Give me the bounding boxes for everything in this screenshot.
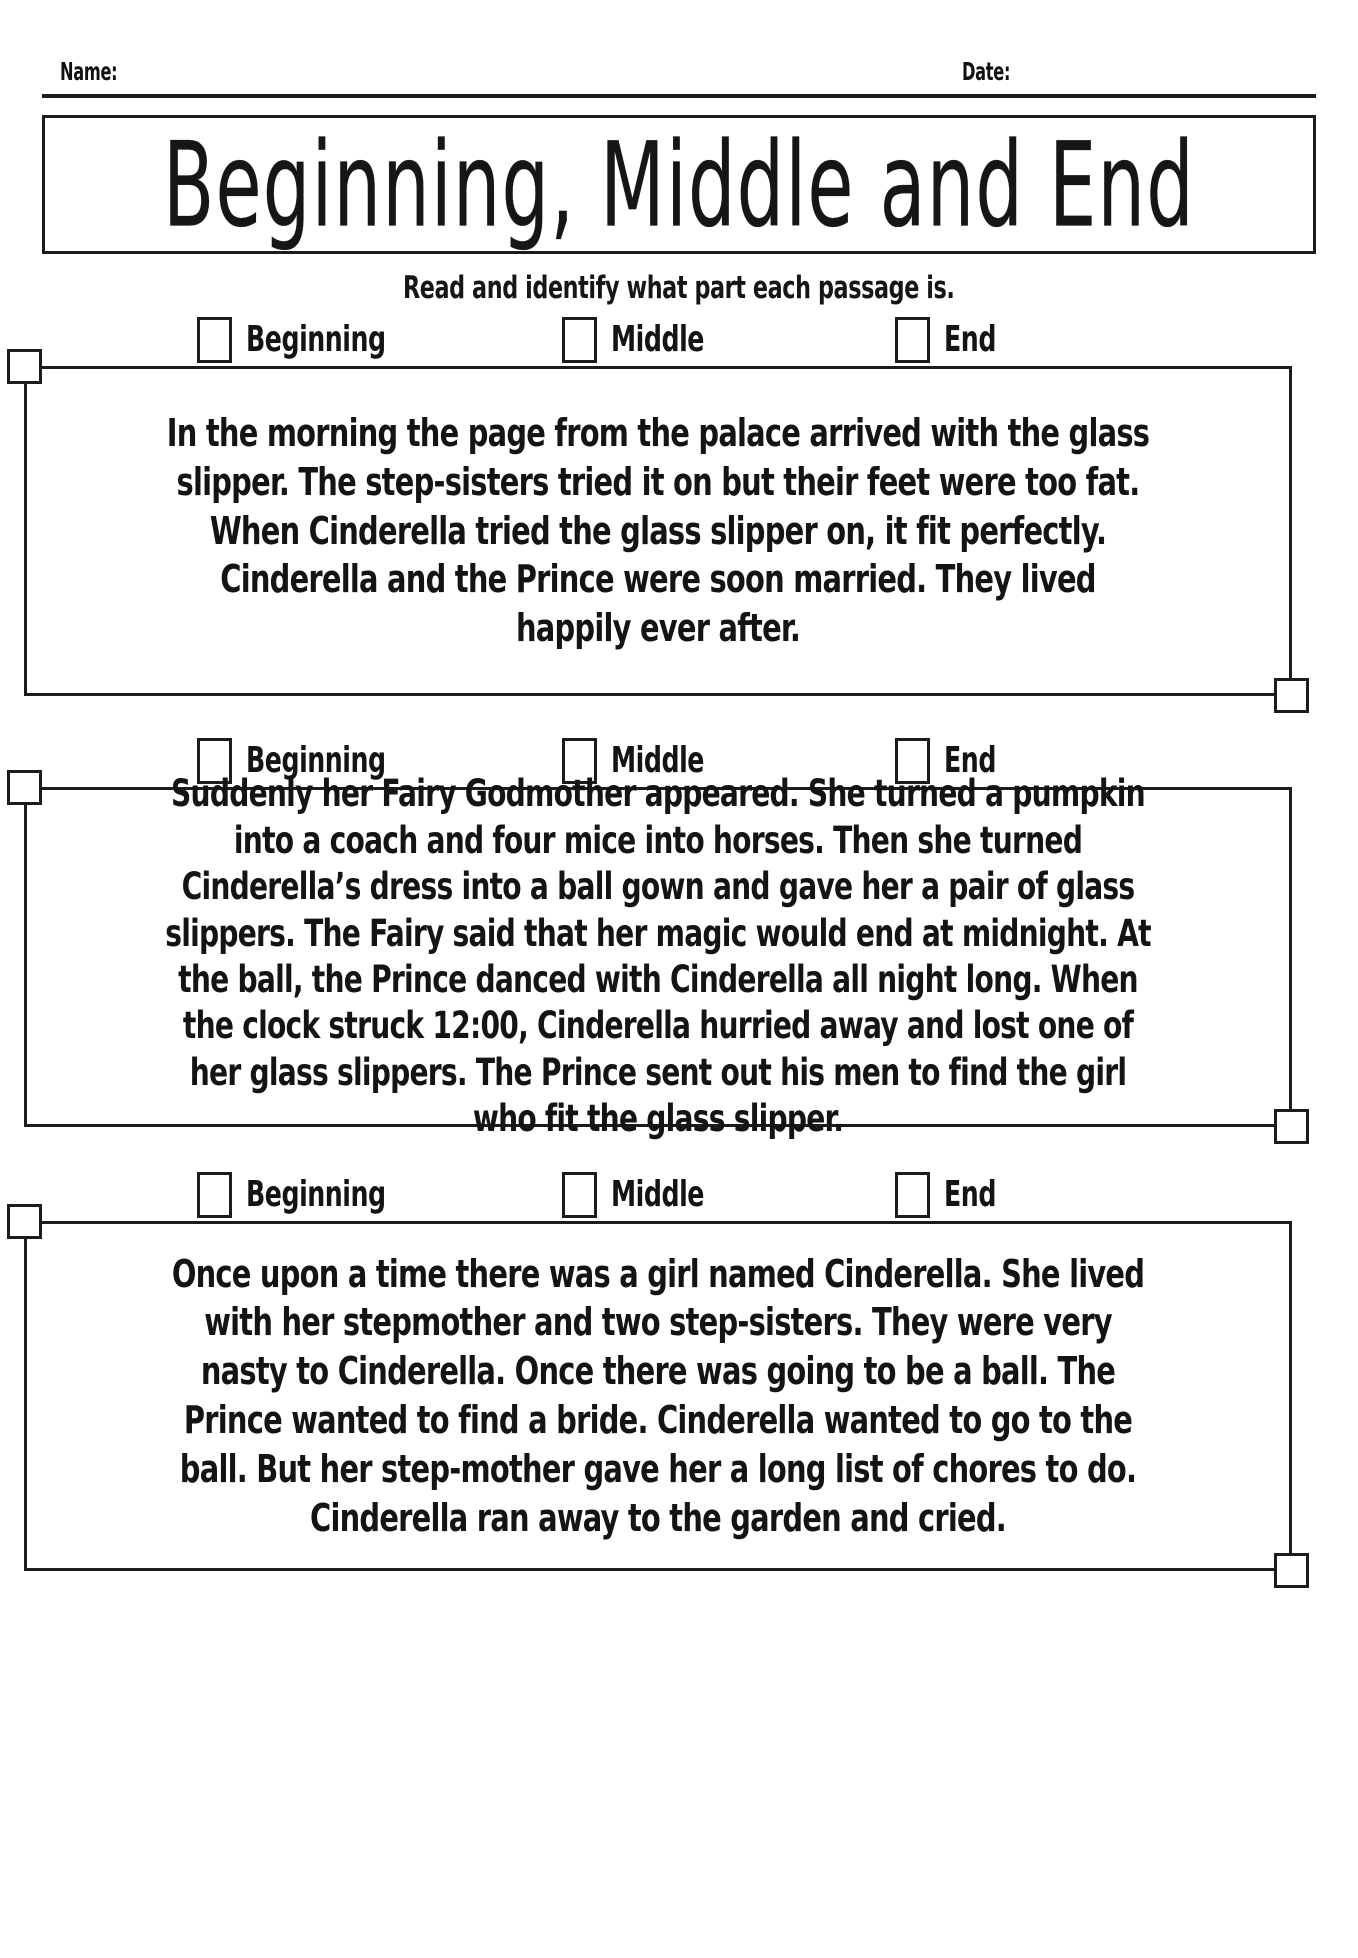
passage-text-3: Once upon a time there was a girl named Cinderella. She lived with her stepmother and two step-sisters. They were very nasty to Cinderella. Once there was going to be a ball. The Prince wanted to find a bride. Cinderella wanted to go to the ball. But her step-mother gave her a long list of chores to do. Cinderella ran away to the garden and cried. <box>171 1251 1145 1540</box>
page-title: Beginning, Middle and End <box>163 116 1195 253</box>
choice-middle-3[interactable] <box>562 1169 730 1221</box>
checkbox-beginning-3[interactable] <box>197 1172 232 1218</box>
choice-label-end-1: End <box>944 319 996 360</box>
choice-label-middle-2: Middle <box>611 740 704 781</box>
passage-box-3 <box>24 1221 1292 1571</box>
checkbox-middle-3[interactable] <box>562 1172 597 1218</box>
passage-text-1: In the morning the page from the palace arrived with the glass slipper. The step-sisters tried it on but their feet were too fat. When Cinderella tried the glass slipper on, it fit perfectly. Cinderella and the Prince were soon married. They lived happily ever after. <box>166 411 1150 650</box>
passage-section-1 <box>42 314 1316 696</box>
choice-label-end-2: End <box>944 740 996 781</box>
corner-square-bottom-right-3 <box>1274 1553 1309 1588</box>
header-divider <box>42 94 1316 98</box>
corner-square-top-left-3 <box>7 1204 42 1239</box>
choice-end-1[interactable] <box>895 314 1011 366</box>
passage-box-2 <box>24 772 1292 1141</box>
choice-row-1 <box>162 314 1256 366</box>
passage-box-1 <box>24 366 1292 696</box>
title-box <box>42 115 1316 254</box>
checkbox-middle-1[interactable] <box>562 317 597 363</box>
checkbox-end-1[interactable] <box>895 317 930 363</box>
choice-label-middle-1: Middle <box>611 319 704 360</box>
choice-label-beginning-1: Beginning <box>246 319 386 360</box>
passage-section-2 <box>42 735 1316 1141</box>
name-date-header <box>42 38 1316 98</box>
choice-middle-1[interactable] <box>562 314 730 366</box>
instructions <box>42 270 1316 306</box>
corner-square-top-left-2 <box>7 770 42 805</box>
choice-row-3 <box>162 1169 1256 1221</box>
date-label: Date: <box>962 57 1011 86</box>
choice-label-beginning-3: Beginning <box>246 1174 386 1215</box>
choice-end-3[interactable] <box>895 1169 1011 1221</box>
name-label: Name: <box>60 57 118 86</box>
choice-label-beginning-2: Beginning <box>246 740 386 781</box>
passage-wrap-1 <box>24 366 1292 696</box>
checkbox-beginning-1[interactable] <box>197 317 232 363</box>
checkbox-end-3[interactable] <box>895 1172 930 1218</box>
choice-label-end-3: End <box>944 1174 996 1215</box>
choice-beginning-3[interactable] <box>197 1169 425 1221</box>
worksheet-page <box>0 38 1358 1958</box>
corner-square-top-left-1 <box>7 349 42 384</box>
corner-square-bottom-right-2 <box>1274 1109 1309 1144</box>
passage-wrap-3 <box>24 1221 1292 1571</box>
choice-beginning-1[interactable] <box>197 314 425 366</box>
instructions-text: Read and identify what part each passage is. <box>403 270 955 306</box>
corner-square-bottom-right-1 <box>1274 678 1309 713</box>
passage-section-3 <box>42 1169 1316 1571</box>
choice-label-middle-3: Middle <box>611 1174 704 1215</box>
passage-wrap-2 <box>24 772 1292 1141</box>
passage-text-2: Suddenly her Fairy Godmother appeared. She turned a pumpkin into a coach and four mice into horses. Then she turned Cinderella’s dress into a ball gown and gave her a pair of glass slippers. The Fairy said that her magic would end at midnight. At the ball, the Prince danced with Cinderella all night long. When the clock struck 12:00, Cinderella hurried away and lost one of her glass slippers. The Prince sent out his men to find the girl who fit the glass slipper. <box>165 772 1151 1141</box>
